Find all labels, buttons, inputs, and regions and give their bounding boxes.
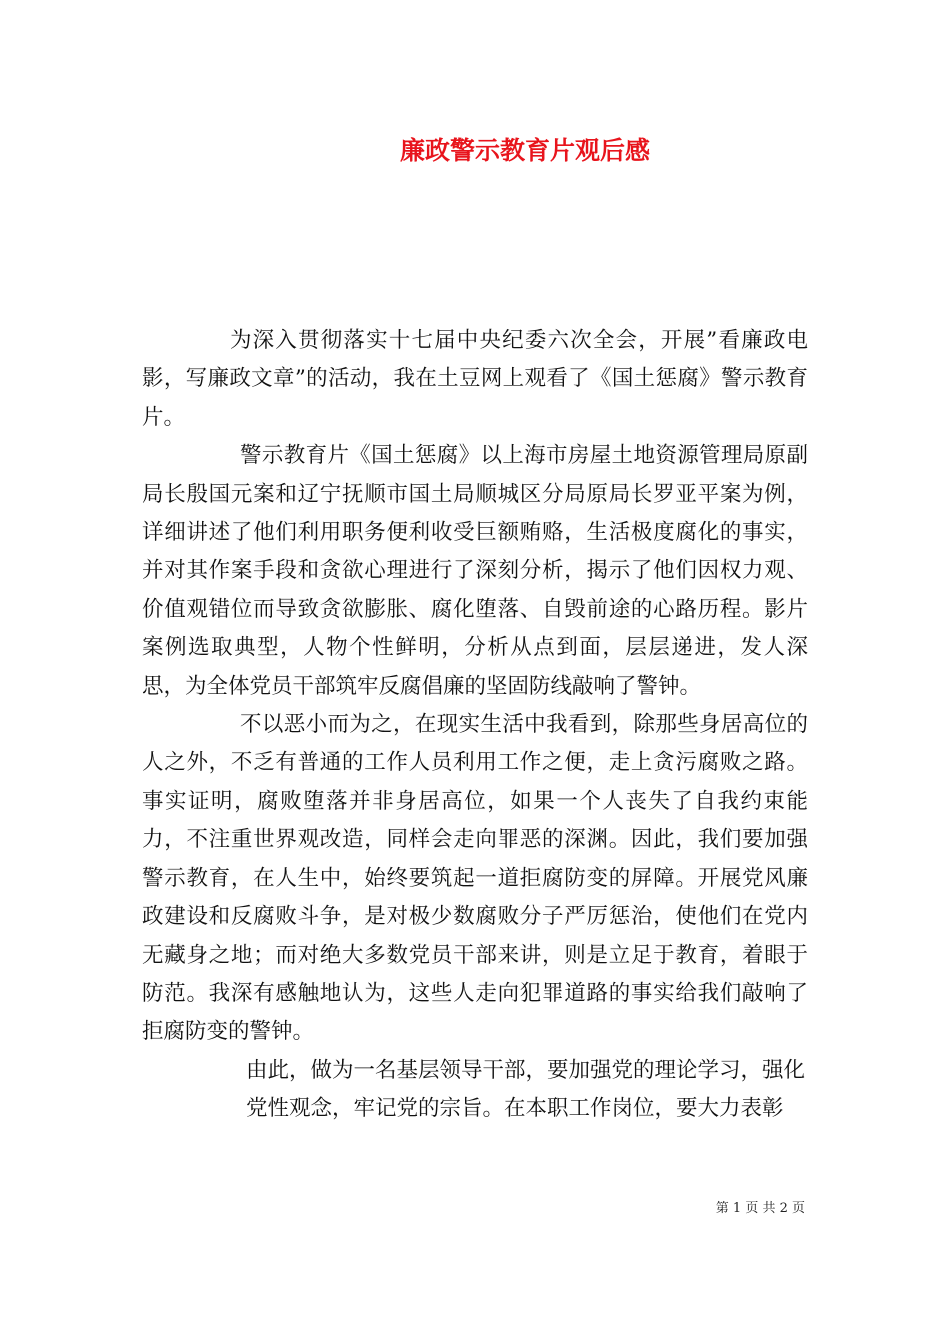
paragraph-conclusion-continued: 党性观念，牢记党的宗旨。在本职工作岗位，要大力表彰 xyxy=(246,1096,784,1122)
page-number: 第 1 页 共 2 页 xyxy=(715,1201,805,1216)
paragraph-film-summary: 警示教育片《国土惩腐》以上海市房屋土地资源管理局原副局长殷国元案和辽宁抚顺市国土局顺城区分局原局长罗亚平案为例，详细讲述了他们利用职务便利收受巨额贿赂，生活极度腐化的事实，并对其作案手段和贪欲心理进行了深刻分析，揭示了他们因权力观、价值观错位而导致贪欲膨胀、腐化堕落、自毁前途的心路历程。影片案例选取典型，人物个性鲜明，分析从点到面，层层递进，发人深思，为全体党员干部筑牢反腐倡廉的坚固防线敲响了警钟。 xyxy=(142,443,808,699)
document-title: 廉政警示教育片观后感 xyxy=(399,136,650,165)
paragraph-reflection: 不以恶小而为之，在现实生活中我看到，除那些身居高位的人之外，不乏有普通的工作人员利用工作之便，走上贪污腐败之路。事实证明，腐败堕落并非身居高位，如果一个人丧失了自我约束能力，不注重世界观改造，同样会走向罪恶的深渊。因此，我们要加强警示教育，在人生中，始终要筑起一道拒腐防变的屏障。开展党风廉政建设和反腐败斗争，是对极少数腐败分子严厉惩治，使他们在党内无藏身之地；而对绝大多数党员干部来讲，则是立足于教育，着眼于防范。我深有感触地认为，这些人走向犯罪道路的事实给我们敲响了拒腐防变的警钟。 xyxy=(142,712,808,1045)
paragraph-conclusion-start: 由此，做为一名基层领导干部，要加强党的理论学习，强化 xyxy=(246,1057,806,1083)
paragraph-intro: 为深入贯彻落实十七届中央纪委六次全会，开展”看廉政电影，写廉政文章”的活动，我在土豆网上观看了《国土惩腐》警示教育片。 xyxy=(142,328,808,430)
document-body xyxy=(142,322,808,1129)
